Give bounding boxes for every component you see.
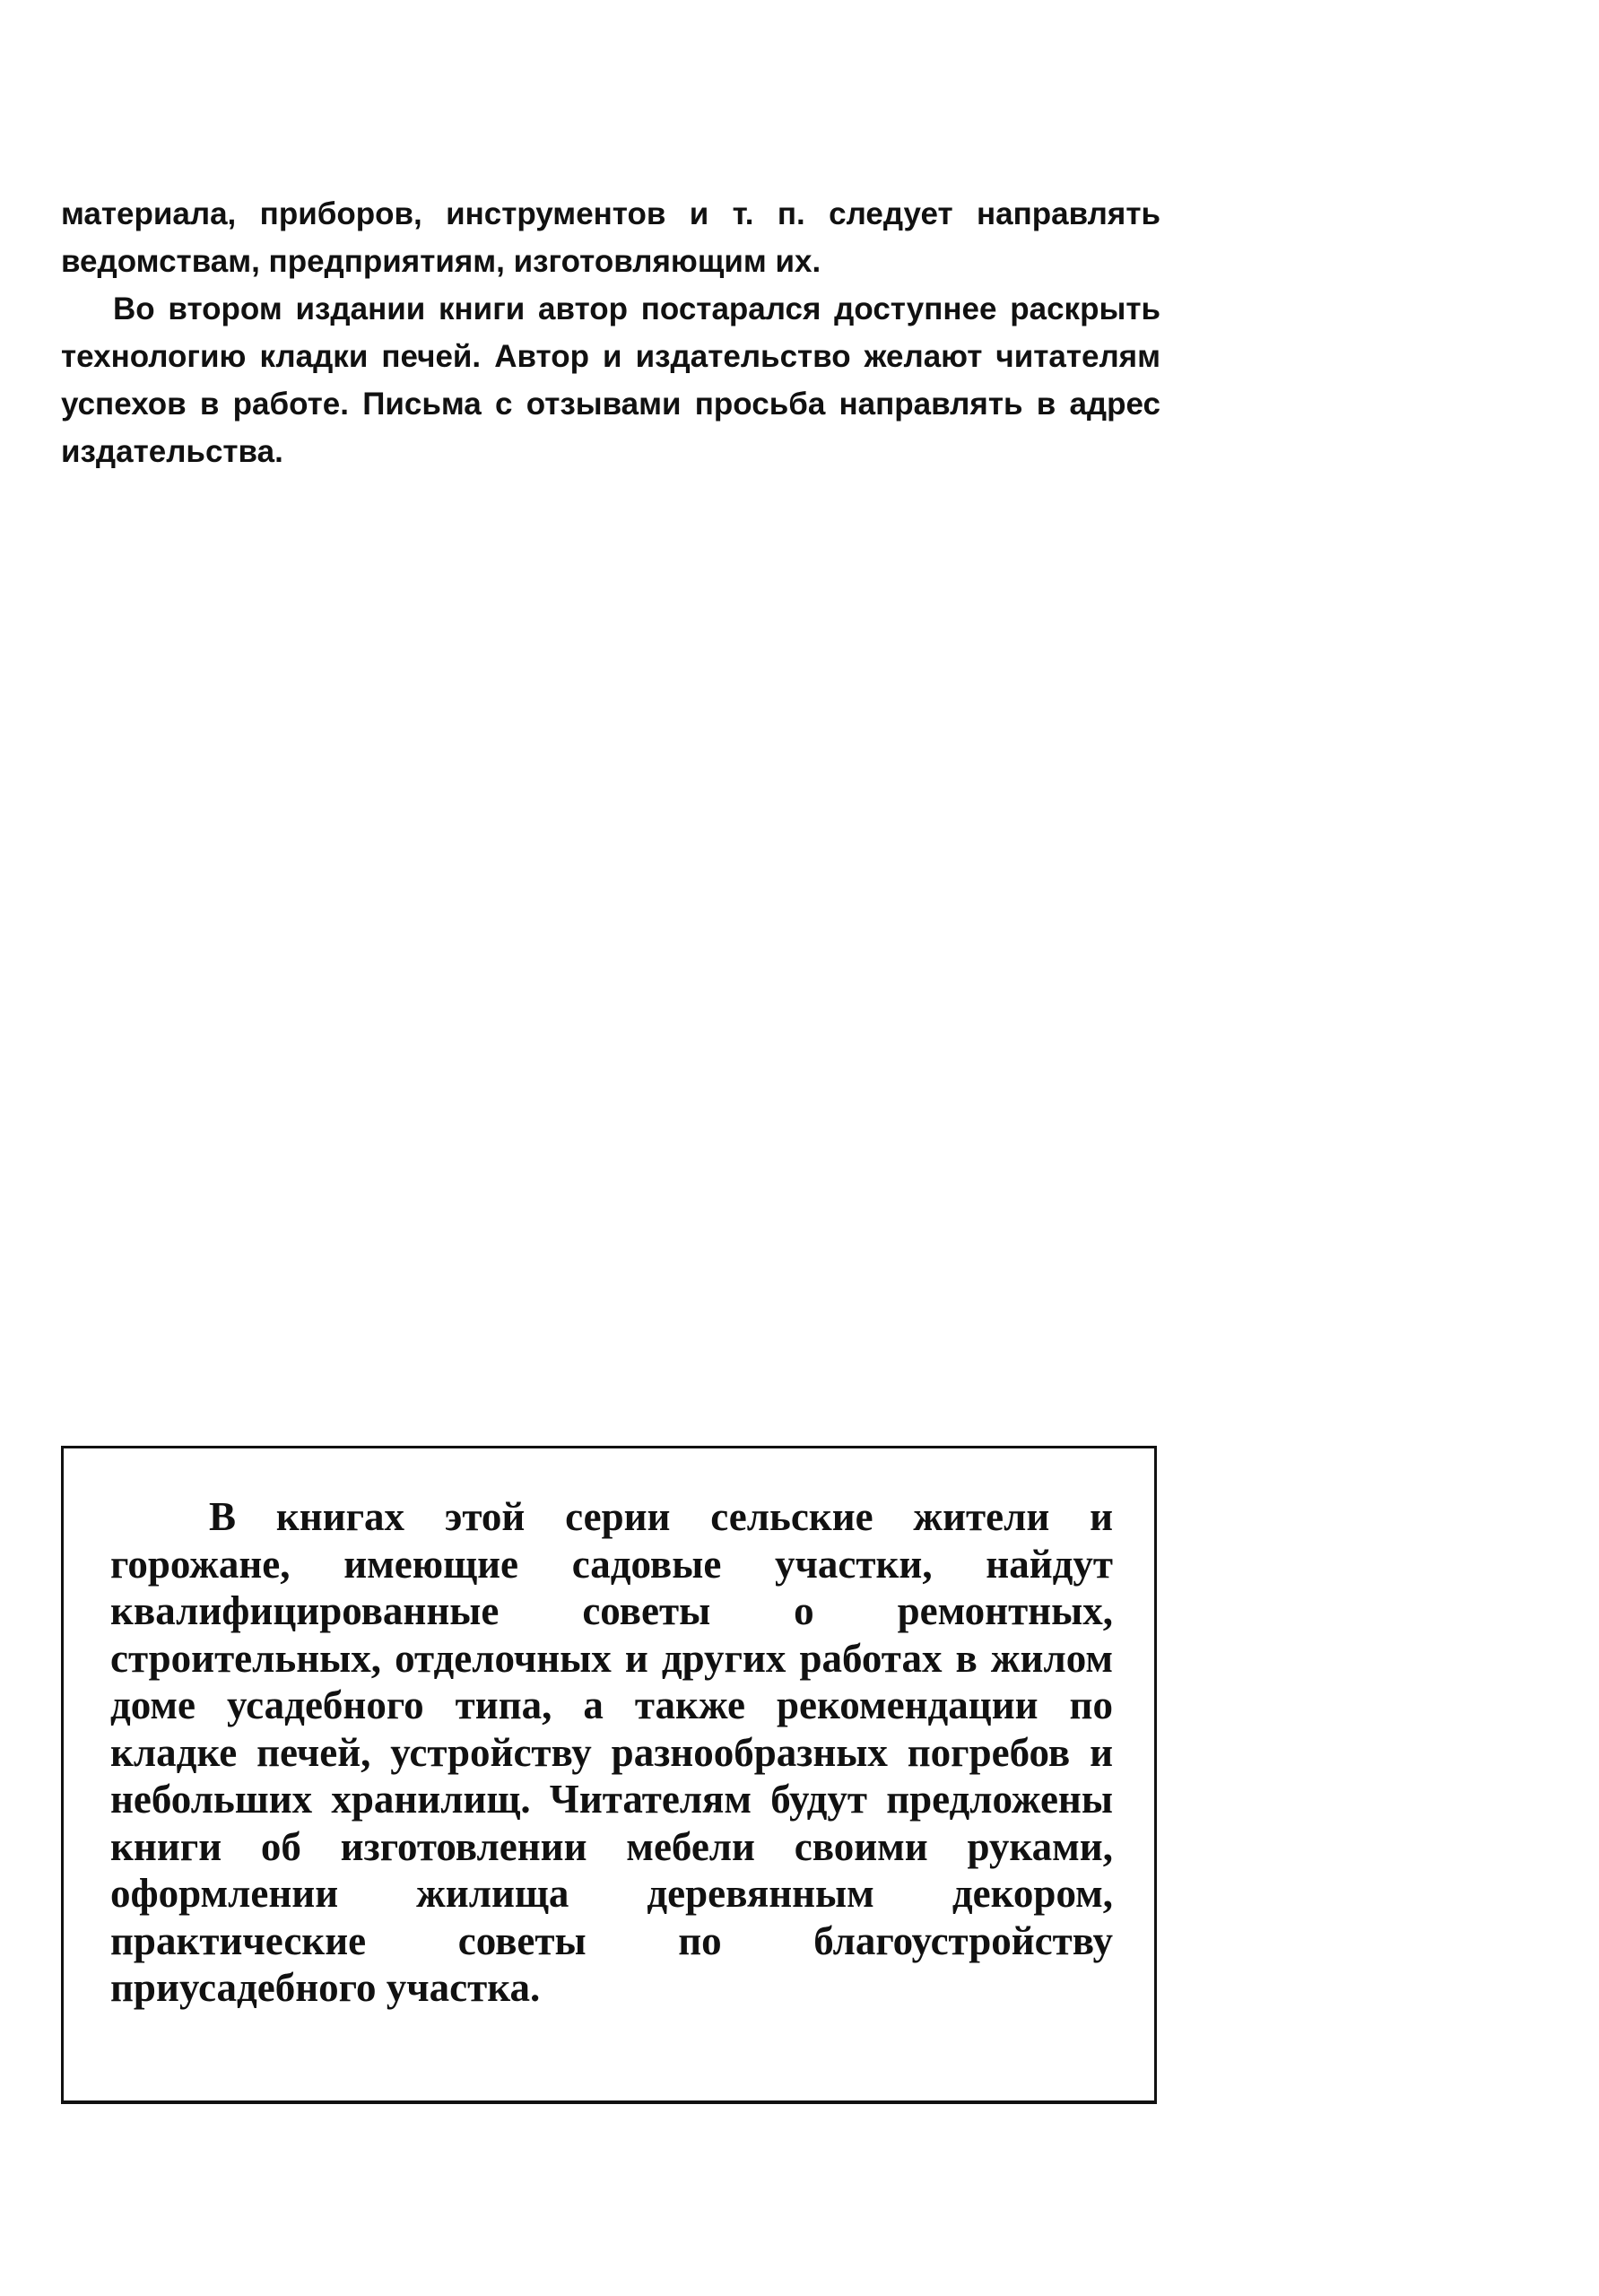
series-description-text: В книгах этой серии сельские жители и горожане, имеющие садовые участки, найдут квалифицированные советы о ремонтных, строительных, отделочных и других работах в жилом доме усадебного типа, а также рекомендации по кладке печей, устройству разнообразных погребов и небольших хранилищ. Читателям будут предложены книги об изготовлении мебели своими руками, оформлении жилища деревянным декором, практические советы по благоустройству приусадебного участка. [110,1494,1113,2010]
series-description-box [61,1446,1157,2104]
intro-paragraph-continuation: материала, приборов, инструментов и т. п. следует направлять ведомствам, предприятиям, изготовляющим их. [61,196,1160,279]
intro-paragraph-second-edition: Во втором издании книги автор постарался доступнее раскрыть технологию кладки печей. Автор и издательство желают читателям успехов в работе. Письма с отзывами просьба направлять в адрес издательства. [61,291,1160,469]
intro-text-block [61,190,1160,475]
